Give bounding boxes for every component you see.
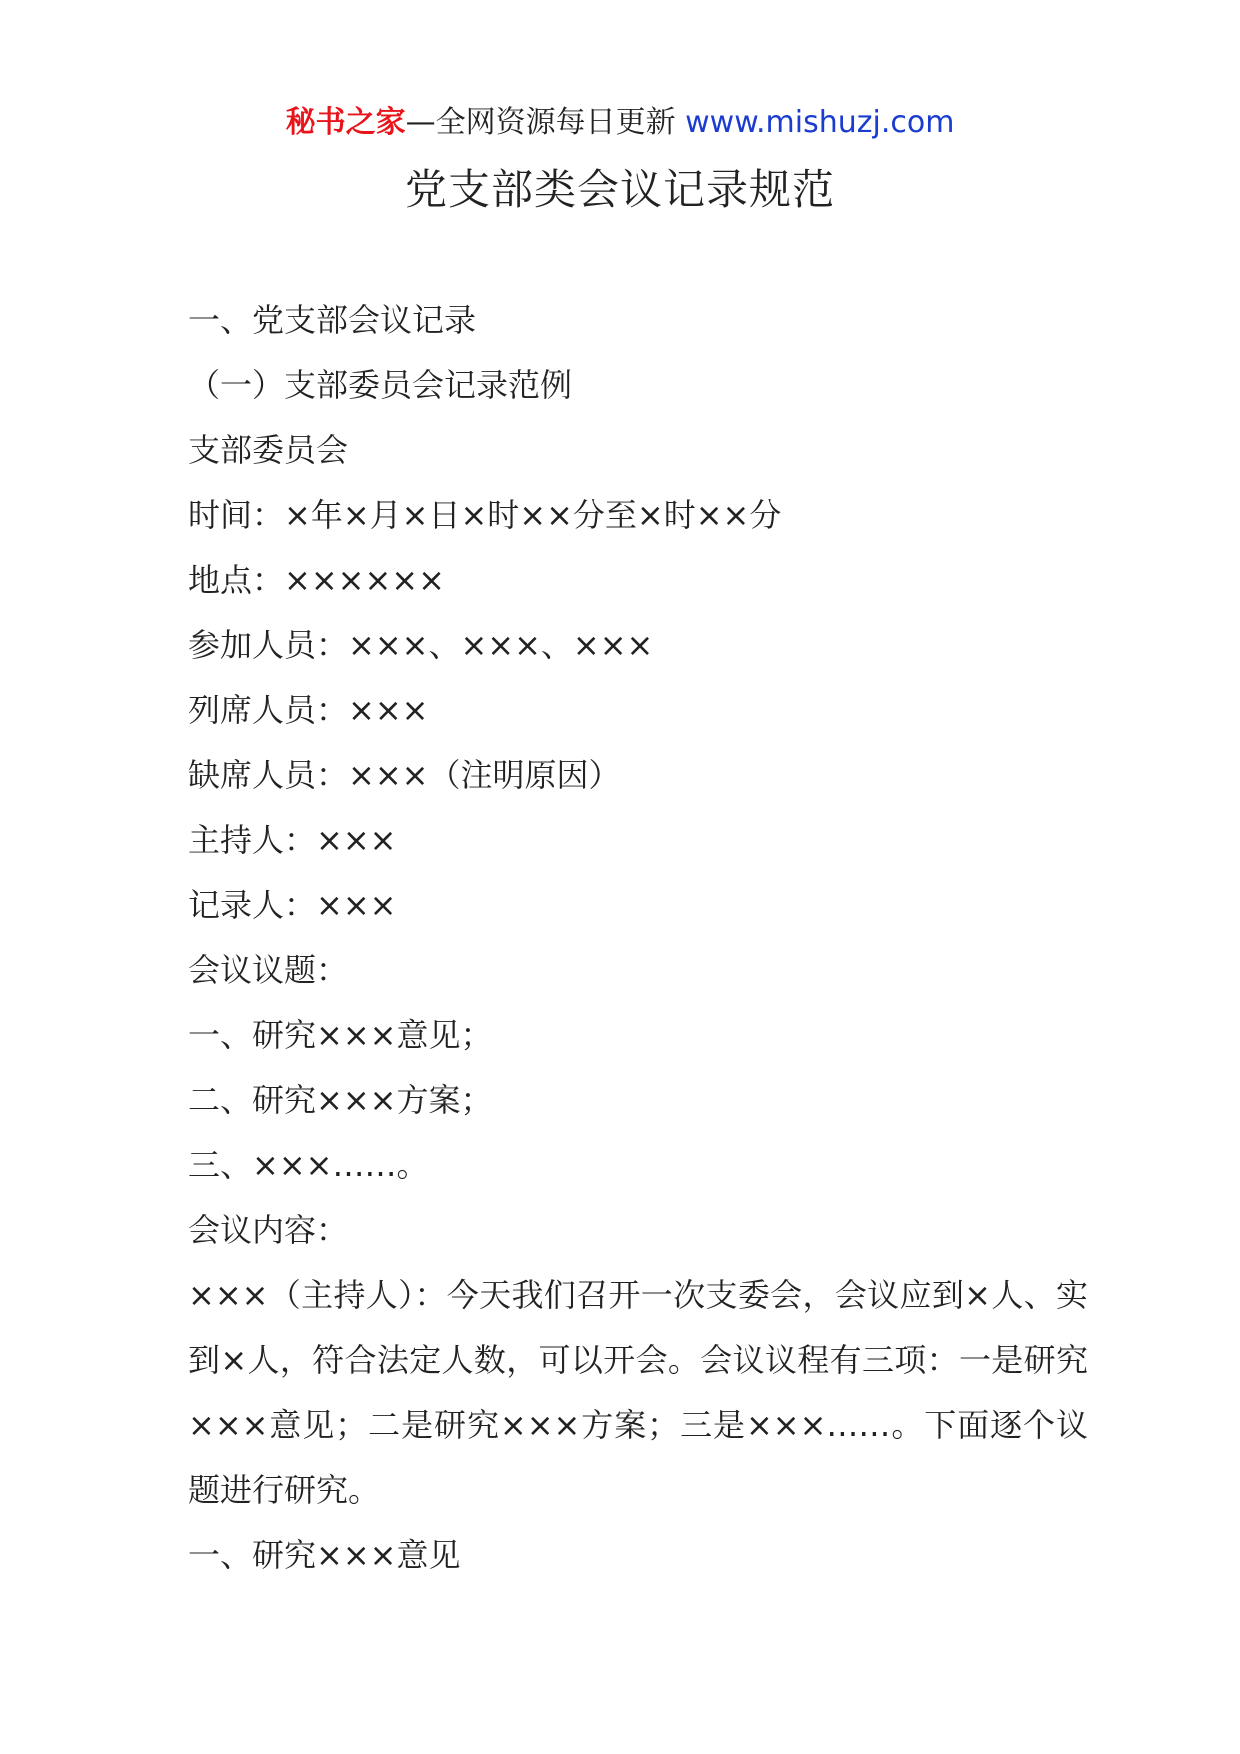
- agenda-label: 会议议题：: [188, 951, 349, 989]
- meeting-time: 时间：×年×月×日×时××分至×时××分: [188, 496, 782, 534]
- brand-name: 秘书之家: [285, 105, 406, 140]
- section-heading: 一、党支部会议记录: [188, 301, 477, 339]
- meeting-recorder: 记录人：×××: [188, 886, 397, 924]
- meeting-location: 地点：××××××: [188, 561, 445, 599]
- document-body: [188, 288, 1088, 1588]
- content-label: 会议内容：: [188, 1211, 349, 1249]
- header-tagline: —全网资源每日更新: [405, 105, 686, 140]
- website-link[interactable]: www.mishuzj.com: [685, 105, 955, 140]
- agenda-item: 三、×××……。: [188, 1146, 429, 1184]
- subsection-heading: （一）支部委员会记录范例: [188, 366, 573, 404]
- meeting-absentees: 缺席人员：×××（注明原因）: [188, 756, 621, 794]
- subtopic-heading: 一、研究×××意见: [188, 1536, 461, 1574]
- meeting-name: 支部委员会: [188, 431, 349, 469]
- document-title: 党支部类会议记录规范: [404, 165, 835, 214]
- meeting-observers: 列席人员：×××: [188, 691, 429, 729]
- agenda-item: 二、研究×××方案；: [188, 1081, 493, 1119]
- site-header: [0, 98, 1240, 148]
- meeting-host: 主持人：×××: [188, 821, 397, 859]
- meeting-attendees: 参加人员：×××、×××、×××: [188, 626, 654, 664]
- agenda-item: 一、研究×××意见；: [188, 1016, 493, 1054]
- content-paragraph: ×××（主持人）：今天我们召开一次支委会，会议应到×人、实到×人，符合法定人数，可以开会。会议议程有三项：一是研究×××意见；二是研究×××方案；三是×××……。下面逐个议题进行研究。: [188, 1276, 1088, 1509]
